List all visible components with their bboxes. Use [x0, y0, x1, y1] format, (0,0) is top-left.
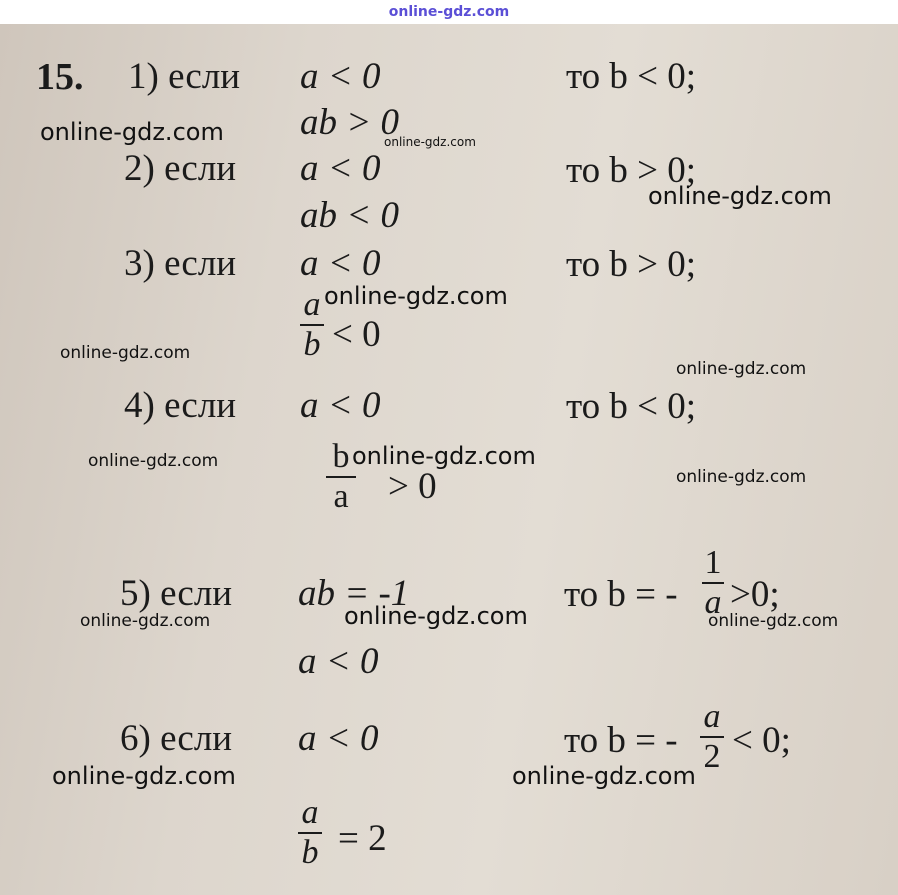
watermark: online-gdz.com	[324, 282, 508, 310]
watermark: online-gdz.com	[52, 762, 236, 790]
item-2-result: то b > 0;	[566, 150, 697, 191]
item-6-fraction-numerator: a	[301, 794, 319, 831]
item-4-fraction-numerator: b	[332, 438, 350, 475]
item-6-condition-1: a < 0	[298, 718, 379, 759]
watermark: online-gdz.com	[676, 467, 807, 487]
site-header-link[interactable]: online-gdz.com	[0, 0, 898, 24]
item-3-fraction	[300, 288, 324, 362]
item-3-result: то b > 0;	[566, 244, 697, 285]
item-5-result-numerator: 1	[704, 544, 722, 581]
watermark: online-gdz.com	[40, 118, 224, 146]
item-6-result-numerator: a	[703, 698, 721, 735]
item-4-fraction-denominator: a	[333, 478, 349, 515]
item-5-result-denominator: a	[704, 584, 722, 621]
item-5-condition-1: ab = -1	[298, 573, 410, 614]
item-3-fraction-numerator: a	[303, 286, 321, 323]
item-4-result: то b < 0;	[566, 386, 697, 427]
item-6-fraction-denominator: b	[301, 834, 319, 871]
watermark: online-gdz.com	[352, 442, 536, 470]
watermark: online-gdz.com	[60, 343, 191, 363]
item-5-condition-2: a < 0	[298, 641, 379, 682]
item-3-condition-1: a < 0	[300, 243, 381, 284]
item-6-label: 6) если	[120, 718, 233, 759]
watermark: online-gdz.com	[384, 135, 476, 149]
item-3-fraction-relation: < 0	[332, 314, 381, 355]
problem-number: 15.	[36, 56, 84, 98]
item-2-label: 2) если	[124, 148, 237, 189]
item-6-result-fraction	[700, 700, 724, 774]
item-2-condition-2: ab < 0	[300, 195, 399, 236]
watermark: online-gdz.com	[676, 359, 807, 379]
item-1-condition-1: a < 0	[300, 56, 381, 97]
item-4-label: 4) если	[124, 385, 237, 426]
item-1-result: то b < 0;	[566, 56, 697, 97]
watermark: online-gdz.com	[512, 762, 696, 790]
item-5-label: 5) если	[120, 573, 233, 614]
item-6-result-denominator: 2	[703, 738, 721, 775]
item-5-result-prefix: то b = -	[564, 574, 678, 615]
item-3-fraction-denominator: b	[303, 326, 321, 363]
item-4-condition-1: a < 0	[300, 385, 381, 426]
watermark: online-gdz.com	[344, 602, 528, 630]
item-5-result-fraction	[702, 546, 724, 620]
watermark: online-gdz.com	[88, 451, 219, 471]
item-6-fraction-relation: = 2	[338, 818, 387, 859]
item-5-result-suffix: >0;	[730, 574, 780, 615]
watermark: online-gdz.com	[708, 611, 839, 631]
item-1-condition-2: ab > 0	[300, 102, 399, 143]
item-6-result-prefix: то b = -	[564, 720, 678, 761]
item-4-fraction-relation: > 0	[388, 466, 437, 507]
item-6-fraction	[298, 796, 322, 870]
item-3-label: 3) если	[124, 243, 237, 284]
item-6-result-suffix: < 0;	[732, 720, 791, 761]
item-1-label: 1) если	[128, 56, 241, 97]
watermark: online-gdz.com	[80, 611, 211, 631]
item-2-condition-1: a < 0	[300, 148, 381, 189]
watermark: online-gdz.com	[648, 182, 832, 210]
